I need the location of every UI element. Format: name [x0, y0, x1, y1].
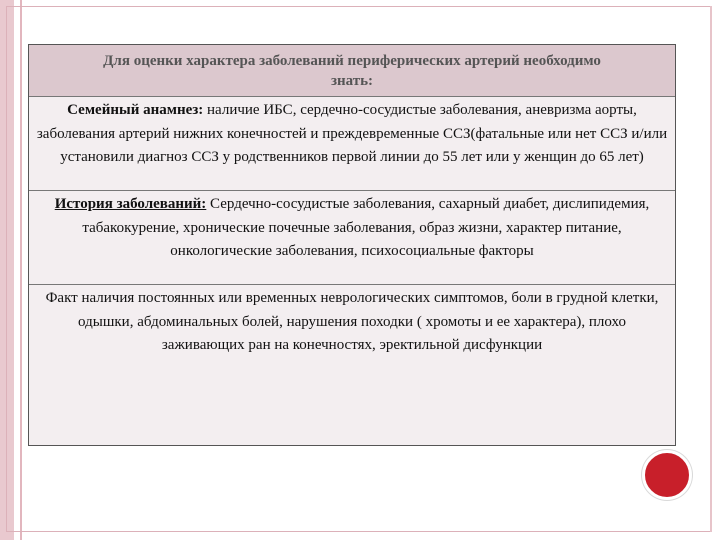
row-lead: История заболеваний: — [54, 196, 207, 212]
row-text: Сердечно-сосудистые заболевания, сахарный диабет, дислипидемия, табакокурение, хронические почечные заболевания, образ жизни, характер питание, онкологические заболевания, психосоциальные факторы — [82, 196, 650, 259]
content-table — [28, 44, 676, 446]
row-text: Факт наличия постоянных или временных неврологических симптомов, боли в грудной клетки, одышки, абдоминальных болей, нарушения походки ( хромоты и ее характера), плохо заживающих ран на конечностях, эректильной дисфункции — [45, 290, 659, 353]
table-header — [29, 45, 675, 97]
table-row-symptoms — [29, 285, 675, 443]
row-text: наличие ИБС, сердечно-сосудистые заболевания, аневризма аорты, заболевания артерий нижних конечностей и преждевременные ССЗ(фатальные или нет ССЗ и/или установили диагноз ССЗ у родственников первой линии до 55 лет или у женщин до 65 лет) — [36, 102, 668, 165]
slide-frame-left-line — [20, 0, 22, 540]
slide-frame-right-line — [710, 6, 712, 532]
table-row-family-history — [29, 97, 675, 191]
header-line-2: знать: — [330, 73, 374, 89]
table-row-disease-history — [29, 191, 675, 285]
decorative-red-circle — [642, 450, 692, 500]
slide-frame-left-bar — [0, 0, 14, 540]
row-lead: Семейный анамнез: — [67, 102, 204, 118]
header-line-1: Для оценки характера заболеваний периферических артерий необходимо — [103, 53, 601, 69]
